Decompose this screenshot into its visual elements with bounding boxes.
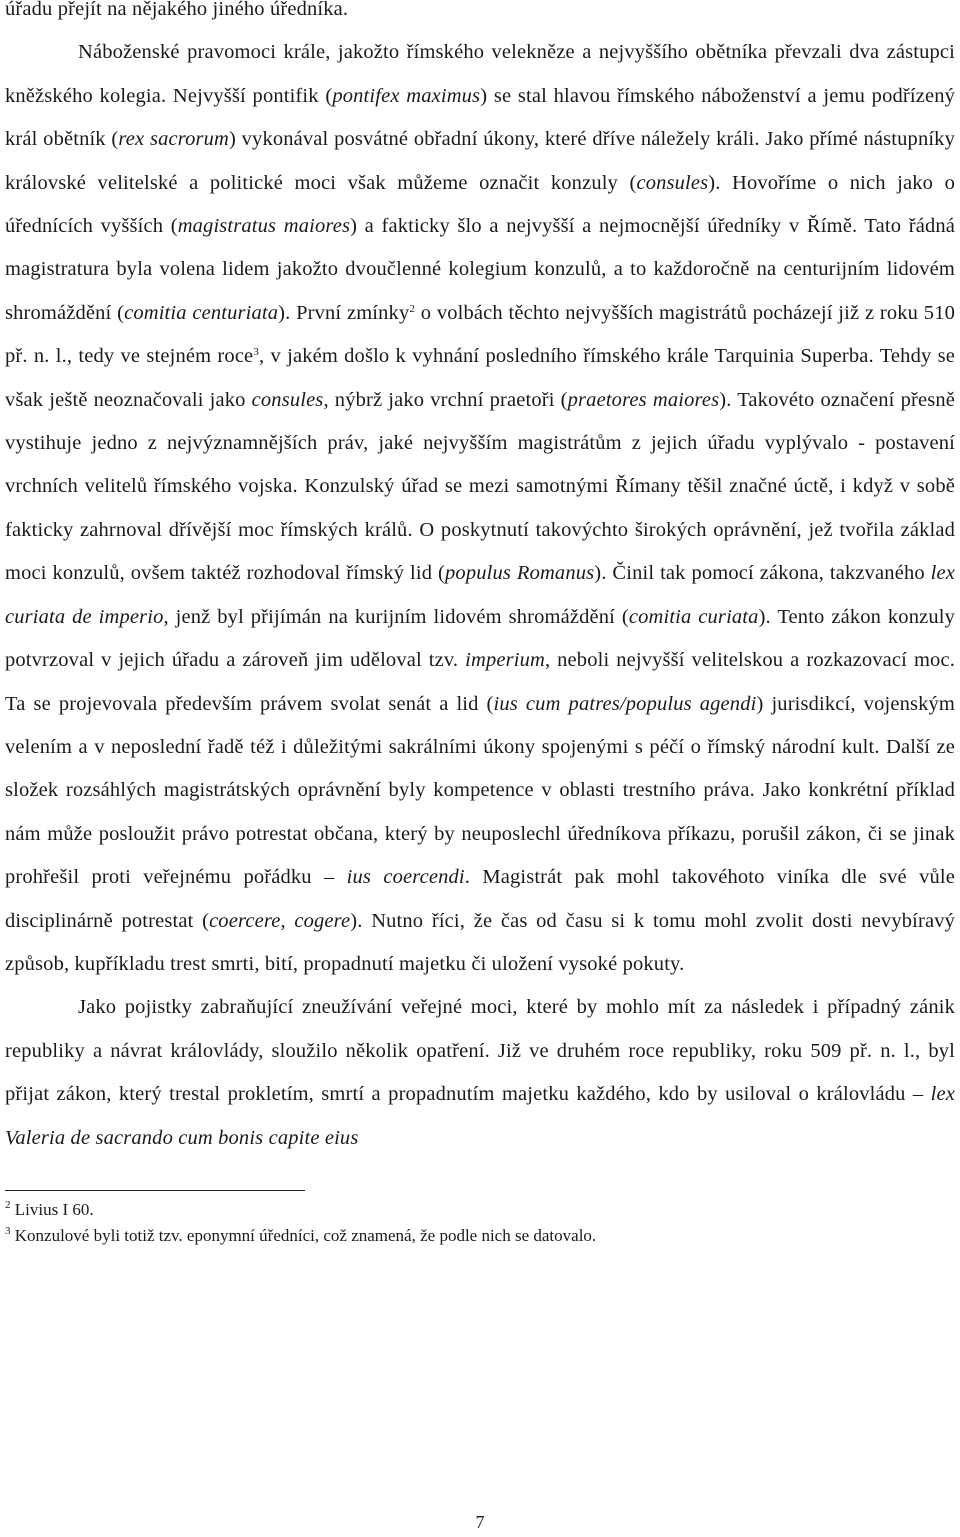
italic-term: magistratus maiores [177, 215, 351, 238]
text-run: , v jakém došlo k vyhnání posledního římského krále Tarquinia Superba. Tehdy se však ještě neoznačovali jako [5, 345, 955, 411]
text-run: Jako pojistky zabraňující zneužívání veřejné moci, které by mohlo mít za následek i případný zánik republiky a návrat královlády, sloužilo několik opatření. Již ve druhém roce republiky, roku 509 př. n. l., byl přijat zákon, který trestal prokletím, smrtí a propadnutím majetku každého, kdo by usiloval o královládu – [5, 996, 955, 1106]
italic-term: consules [636, 171, 709, 194]
italic-term: populus Romanus [445, 562, 595, 585]
footnote-text: Livius I 60. [10, 1199, 94, 1219]
text-run: ). První zmínky [278, 301, 410, 324]
footnote-ref: 3 [253, 346, 259, 359]
text-run: ). Hovoříme o nich jako o úřednících vyšších ( [5, 171, 955, 238]
text-run: , nýbrž jako vrchní praetoři ( [323, 388, 568, 411]
text-run: ). Takovéto označení přesně vystihuje jedno z nejvýznamnějších práv, jaké nejvyšším magistrátům z jejich úřadu vyplývalo - postavení vrchních velitelů římského vojska. Konzulský úřad se mezi samotnými Římany těšil značné úctě, i když v sobě fakticky zahrnoval dřívější moc římských králů. O poskytnutí takovýchto širokých oprávnění, jež tvořila základ moci konzulů, ovšem taktéž rozhodoval římský lid ( [5, 388, 955, 585]
italic-term: comitia centuriata [124, 301, 279, 324]
italic-term: imperium [465, 649, 545, 672]
footnote [5, 1223, 955, 1249]
text-run: ) vykonával posvátné obřadní úkony, které dříve náležely králi. Jako přímé nástupníky královské velitelské a politické moci však můžeme označit konzuly ( [5, 128, 955, 194]
text-run: o volbách těchto nejvyšších magistrátů pocházejí již z roku 510 př. n. l., tedy ve stejném roce [5, 301, 955, 368]
text-run: Náboženské pravomoci krále, jakožto římského velekněze a nejvyššího obětníka převzali dva zástupci kněžského kolegia. Nejvyšší pontifik ( [5, 41, 955, 107]
footnote-number: 2 [5, 1198, 11, 1211]
footnotes [5, 1197, 955, 1249]
italic-term: praetores maiores [567, 388, 720, 411]
continuation-line: úřadu přejít na nějakého jiného úředníka. [5, 0, 349, 20]
document-page [5, 0, 955, 1249]
text-run: , jenž byl přijímán na kurijním lidovém shromáždění ( [163, 605, 629, 628]
italic-term: consules [251, 388, 324, 411]
footnote-ref: 2 [409, 302, 416, 315]
italic-term: coercere, cogere [209, 909, 351, 932]
text-run: ) a fakticky šlo a nejvyšší a nejmocnější úředníky v Římě. Tato řádná magistratura byla volena lidem jakožto dvoučlenné kolegium konzulů, a to každoročně na centurijním lidovém shromáždění ( [5, 215, 956, 324]
paragraph-consuls [5, 31, 955, 986]
text-run: ). Nutno říci, že čas od času si k tomu mohl zvolit dosti nevybíravý způsob, kupříkladu trest smrti, bití, propadnutí majetku či uložení vysoké pokuty. [5, 909, 955, 975]
text-run: ) se stal hlavou římského náboženství a jemu podřízený král obětník ( [5, 84, 955, 151]
italic-term: comitia curiata [628, 605, 759, 628]
italic-term: lex Valeria de sacrando cum bonis capite eius [5, 1083, 955, 1149]
italic-term: ius cum patres/populus agendi [493, 692, 757, 715]
page-number: 7 [475, 1512, 485, 1532]
footnote-separator [5, 1190, 305, 1191]
paragraph-safeguards [5, 986, 955, 1160]
footnote-number: 3 [5, 1224, 11, 1237]
text-run: . Magistrát pak mohl takovéhoto viníka dle své vůle disciplinárně potrestat ( [5, 866, 955, 932]
text-run: ). Činil tak pomocí zákona, takzvaného [594, 562, 931, 585]
text-run: , neboli nejvyšší velitelskou a rozkazovací moc. Ta se projevovala především právem svolat senát a lid ( [5, 649, 955, 715]
text-run: ). Tento zákon konzuly potvrzoval v jejich úřadu a zároveň jim uděloval tzv. [5, 605, 955, 672]
italic-term: lex curiata de imperio [5, 562, 955, 628]
italic-term: pontifex maximus [332, 84, 481, 107]
italic-term: ius coercendi [346, 866, 465, 889]
footnote-text: Konzulové byli totiž tzv. eponymní úředníci, což znamená, že podle nich se datovalo. [10, 1225, 597, 1245]
italic-term: rex sacrorum [118, 128, 229, 151]
footnote [5, 1197, 955, 1223]
text-run: ) jurisdikcí, vojenským velením a v neposlední řadě též i důležitými sakrálními úkony spojenými s péčí o římský národní kult. Další ze složek rozsáhlých magistrátských oprávnění byly kompetence v oblasti trestního práva. Jako konkrétní příklad nám může posloužit právo potrestat občana, který by neuposlechl úředníkova příkazu, porušil zákon, či se jinak prohřešil proti veřejnému pořádku – [5, 692, 955, 889]
